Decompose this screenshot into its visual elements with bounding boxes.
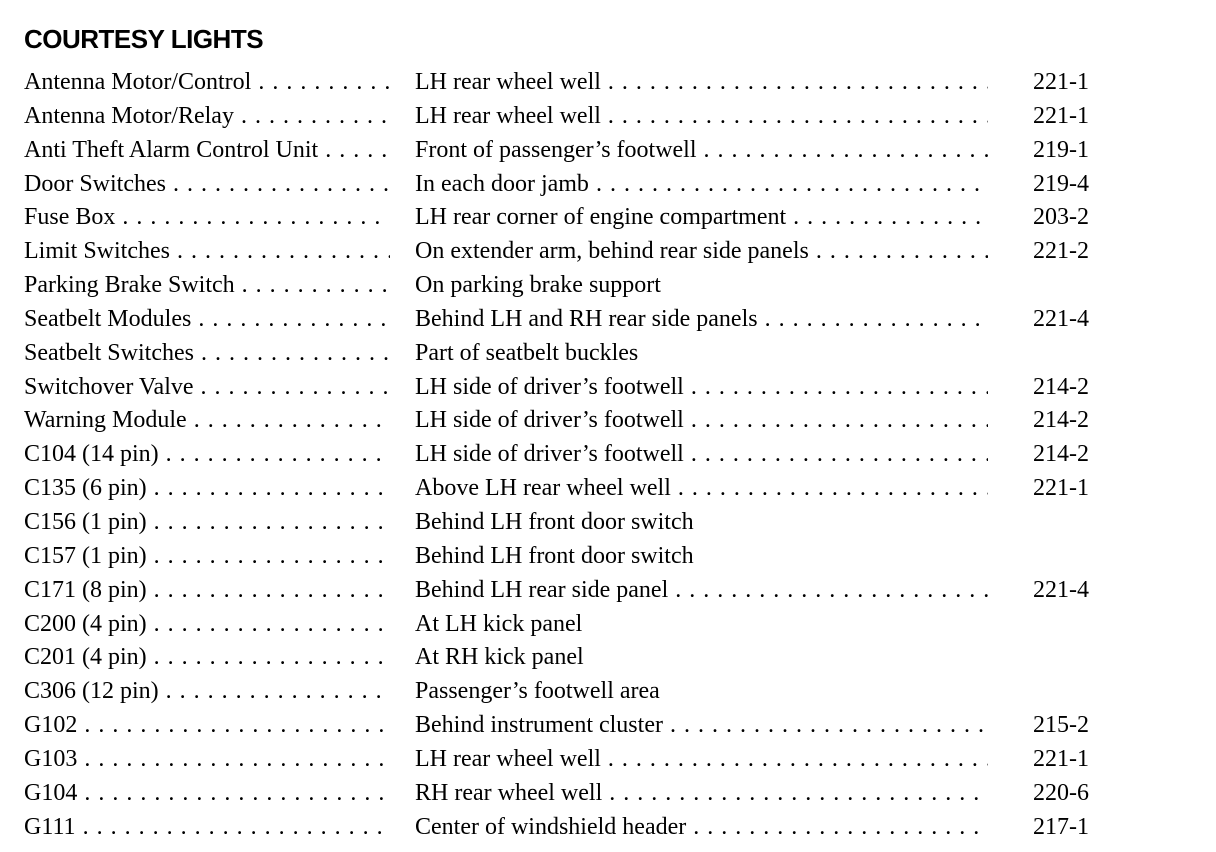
component-location: LH rear wheel well . . . [415, 743, 988, 777]
component-name: Warning Module . . . [24, 404, 390, 438]
component-location: Behind LH front door switch [415, 542, 694, 569]
component-location: LH rear wheel well . . . [415, 100, 988, 134]
component-name: Antenna Motor/Control . . . [24, 66, 390, 100]
list-item [24, 506, 1204, 540]
page-reference: 214-2 [1033, 373, 1089, 400]
component-name: C306 (12 pin) . . . [24, 675, 390, 709]
page-reference: 221-1 [1033, 102, 1089, 129]
component-location: Behind instrument cluster . . . [415, 709, 988, 743]
list-item [24, 303, 1204, 337]
list-item [24, 337, 1204, 371]
component-location: RH rear wheel well . . . [415, 777, 988, 811]
component-location: At LH kick panel [415, 610, 583, 637]
component-name: G104 . . . [24, 777, 390, 811]
component-name: G102 . . . [24, 709, 390, 743]
component-location: LH side of driver’s footwell . . . [415, 404, 988, 438]
page-reference: 203-2 [1033, 204, 1089, 231]
component-name: C171 (8 pin) . . . [24, 574, 390, 608]
component-name: Seatbelt Switches . . . [24, 337, 390, 371]
list-item [24, 438, 1204, 472]
page-reference: 221-4 [1033, 576, 1089, 603]
list-item [24, 641, 1204, 675]
component-location: LH side of driver’s footwell . . . [415, 438, 988, 472]
page-reference: 221-1 [1033, 475, 1089, 502]
component-location: LH rear corner of engine compartment . . . [415, 201, 988, 235]
page-reference: 214-2 [1033, 407, 1089, 434]
component-location: On parking brake support [415, 272, 661, 299]
component-name: G103 . . . [24, 743, 390, 777]
component-name: Seatbelt Modules . . . [24, 303, 390, 337]
page-reference: 215-2 [1033, 712, 1089, 739]
list-item [24, 201, 1204, 235]
component-name: C157 (1 pin) . . . [24, 540, 390, 574]
list-item [24, 472, 1204, 506]
list-item [24, 709, 1204, 743]
list-item [24, 811, 1204, 845]
list-item [24, 371, 1204, 405]
page-reference: 221-1 [1033, 745, 1089, 772]
page-reference: 217-1 [1033, 813, 1089, 840]
component-name: Fuse Box . . . [24, 201, 390, 235]
component-name: Parking Brake Switch . . . [24, 269, 390, 303]
component-name: Anti Theft Alarm Control Unit . . . [24, 134, 390, 168]
component-location: LH rear wheel well . . . [415, 66, 988, 100]
component-location: Behind LH and RH rear side panels . . . [415, 303, 988, 337]
section-title: COURTESY LIGHTS [24, 24, 264, 54]
component-location: In each door jamb . . . [415, 168, 988, 202]
component-location: Behind LH front door switch [415, 508, 694, 535]
component-location: Above LH rear wheel well . . . [415, 472, 988, 506]
component-location: Behind LH rear side panel . . . [415, 574, 988, 608]
list-item [24, 404, 1204, 438]
page-reference: 221-2 [1033, 238, 1089, 265]
component-name: C156 (1 pin) . . . [24, 506, 390, 540]
component-name: G111 . . . [24, 811, 390, 845]
component-location: Part of seatbelt buckles [415, 339, 639, 366]
page-reference: 219-4 [1033, 170, 1089, 197]
list-item [24, 608, 1204, 642]
component-name: C104 (14 pin) . . . [24, 438, 390, 472]
component-name: Door Switches . . . [24, 168, 390, 202]
component-name: Limit Switches . . . [24, 235, 390, 269]
list-item [24, 675, 1204, 709]
component-location: Front of passenger’s footwell . . . [415, 134, 988, 168]
component-location: Passenger’s footwell area [415, 678, 660, 705]
page-reference: 214-2 [1033, 441, 1089, 468]
component-name: Antenna Motor/Relay . . . [24, 100, 390, 134]
component-location: LH side of driver’s footwell . . . [415, 371, 988, 405]
component-location: On extender arm, behind rear side panels . . . [415, 235, 988, 269]
component-location: Center of windshield header . . . [415, 811, 988, 845]
list-item [24, 540, 1204, 574]
list-item [24, 66, 1204, 100]
list-item [24, 100, 1204, 134]
component-name: C200 (4 pin) . . . [24, 608, 390, 642]
page-reference: 220-6 [1033, 779, 1089, 806]
list-item [24, 777, 1204, 811]
page-reference: 219-1 [1033, 136, 1089, 163]
list-item [24, 235, 1204, 269]
list-item [24, 574, 1204, 608]
list-item [24, 269, 1204, 303]
component-location-list [24, 66, 1204, 844]
component-location: At RH kick panel [415, 644, 584, 671]
component-name: C135 (6 pin) . . . [24, 472, 390, 506]
list-item [24, 168, 1204, 202]
page-reference: 221-4 [1033, 305, 1089, 332]
component-name: C201 (4 pin) . . . [24, 641, 390, 675]
list-item [24, 743, 1204, 777]
list-item [24, 134, 1204, 168]
component-name: Switchover Valve . . . [24, 371, 390, 405]
page-reference: 221-1 [1033, 69, 1089, 95]
